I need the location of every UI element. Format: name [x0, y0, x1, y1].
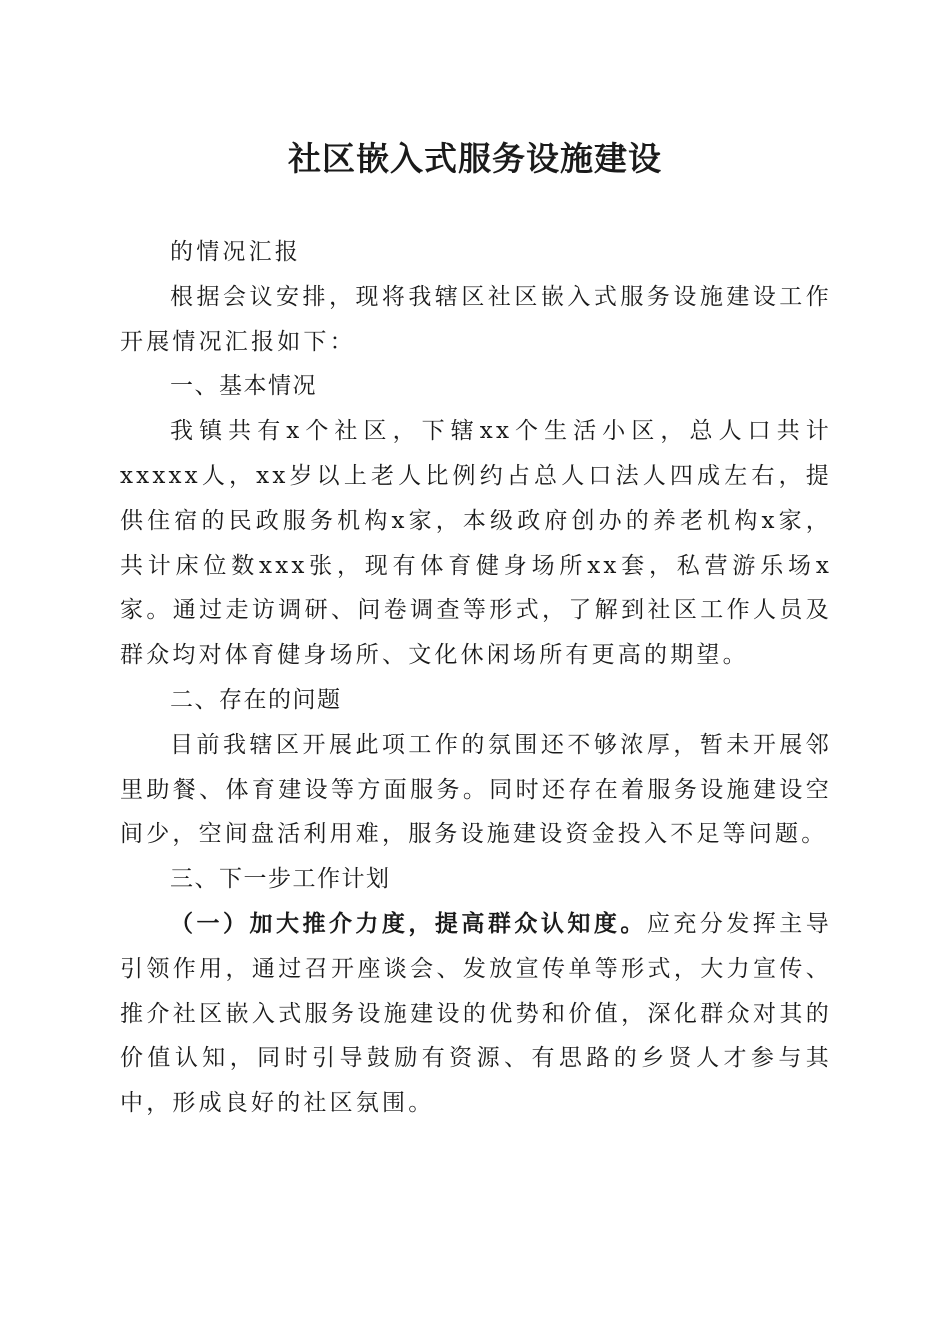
section-heading-next-plan: 三、下一步工作计划	[170, 866, 391, 893]
document-body	[120, 230, 832, 1126]
section-heading-basic-situation: 一、基本情况	[170, 373, 317, 400]
document-title: 社区嵌入式服务设施建设	[288, 139, 662, 178]
plan-item-body: 应充分发挥主导引领作用，通过召开座谈会、发放宣传单等形式，大力宣传、推介社区嵌入式服务设施建设的优势和价值，深化群众对其的价值认知，同时引导鼓励有资源、有思路的乡贤人才参与其中，形成良好的社区氛围。	[120, 910, 832, 1117]
section-body-basic-situation: 我镇共有x个社区，下辖xx个生活小区，总人口共计xxxxx人，xx岁以上老人比例约占总人口法人四成左右，提供住宿的民政服务机构x家，本级政府创办的养老机构x家，共计床位数xxx张，现有体育健身场所xx套，私营游乐场x家。通过走访调研、问卷调查等形式，了解到社区工作人员及群众均对体育健身场所、文化休闲场所有更高的期望。	[120, 418, 832, 669]
document-subtitle: 的情况汇报	[170, 239, 301, 265]
section-heading-problems: 二、存在的问题	[170, 686, 342, 713]
intro-paragraph: 根据会议安排，现将我辖区社区嵌入式服务设施建设工作开展情况汇报如下：	[120, 283, 832, 355]
section-body-problems: 目前我辖区开展此项工作的氛围还不够浓厚，暂未开展邻里助餐、体育建设等方面服务。同时还存在着服务设施建设空间少，空间盘活利用难，服务设施建设资金投入不足等问题。	[120, 731, 832, 848]
plan-item-lead: （一）加大推介力度，提高群众认知度。	[170, 909, 647, 937]
plan-item-paragraph	[120, 902, 832, 1126]
